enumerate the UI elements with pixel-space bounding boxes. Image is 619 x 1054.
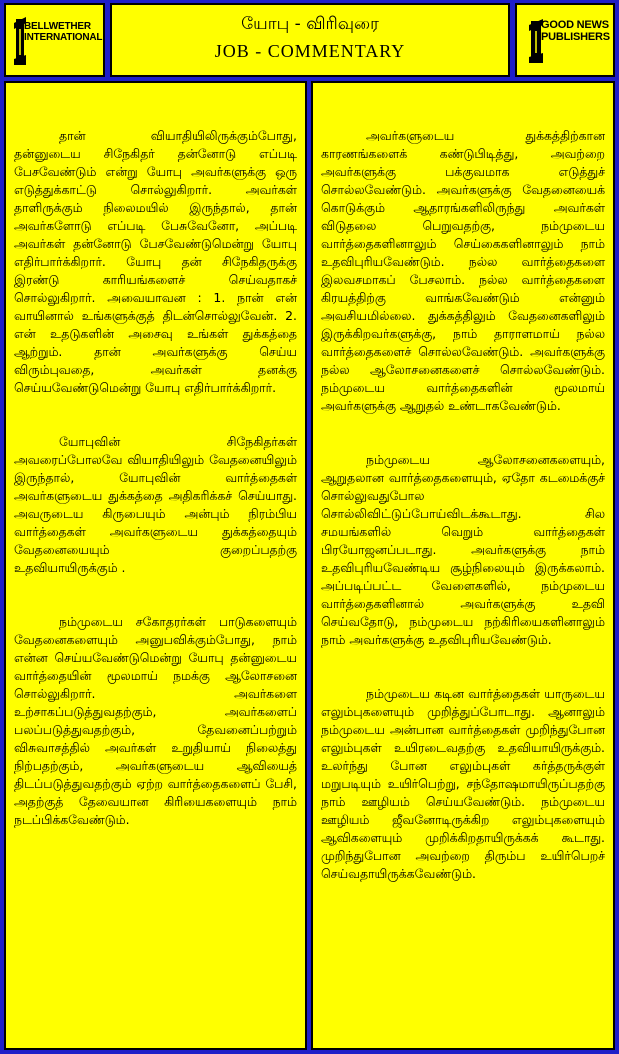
- left-column-text: [14, 127, 297, 865]
- right-paragraph-1: அவர்களுடைய துக்கத்திற்கான காரணங்களைக் கண்டுபிடித்து, அவற்றை அவர்களுக்கு பக்குவமாக எடுத்துச் சொல்லவேண்டும். அவர்களுக்கு வேதனையைக் கொடுக்கும் ஆதாரங்களிலிருந்து அவர்கள் விடுதலை பெறுவதற்கு, நம்முடைய வார்த்தைகளினாலும் செய்கைகளினாலும் நாம் உதவிபுரியவேண்டும். நல்ல வார்த்தைகளை இலவசமாகப் பேசலாம். நல்ல வார்த்தைகளை கிரயத்திற்கு வாங்கவேண்டும் என்னும் அவசியமில்லை. துக்கத்திலும் வேதனைகளிலும் இருக்கிறவர்களுக்கு, நாம் தாராளமாய் நல்ல வார்த்தைகளைச் சொல்லவேண்டும். அவர்களுக்கு நல்ல ஆலோசனைகளைச் சொல்லவேண்டும். நம்முடைய வார்த்தைகளின் மூலமாய் அவர்களுக்கு ஆறுதல் உண்டாகவேண்டும்.: [321, 128, 605, 413]
- bellwether-logo-text: [24, 21, 102, 43]
- right-paragraph-3: நம்முடைய கடின வார்த்தைகள் யாருடைய எலும்புகளையும் முறித்துப்போடாது. ஆனாலும் நம்முடைய அன்பான வார்த்தைகள் முறிந்துபோன எலும்புகள் உயிரடைவதற்கு உதவியாயிருக்கும். உலர்ந்து போன எலும்புகள் கர்த்தருக்குள் மறுபடியும் உயிர்பெற்று, சந்தோஷமாயிருப்பதற்கு நாம் ஊழியம் செய்யவேண்டும். நம்முடைய ஊழியம் ஜீவனோடிருக்கிற எலும்புகளையும் ஆவிகளையும் முறிக்கிறதாயிருக்கக் கூடாது. முறிந்துபோன அவற்றை திரும்ப உயிர்பெறச் செய்வதாயிருக்கவேண்டும்.: [321, 686, 605, 881]
- logo-text-line1: BELLWETHER: [24, 21, 91, 32]
- right-paragraph-2: நம்முடைய ஆலோசனைகளையும், ஆறுதலான வார்த்தைகளையும், ஏதோ கடமைக்குச் சொல்லுவதுபோல சொல்லிவிட்டுப்போய்விடக்கூடாது. சில சமயங்களில் வெறும் வார்த்தைகள் பிரயோஜனப்படாது. அவர்களுக்கு நாம் உதவிபுரியவேண்டிய சூழ்நிலையும் இருக்கலாம். அப்படிப்பட்ட வேளைகளில், நம்முடைய வார்த்தைகளினால் அவர்களுக்கு உதவி செய்வதோடு, நம்முடைய நற்கிரியைகளினாலும் நாம் அவர்களுக்கு உதவிபுரியவேண்டும்.: [321, 452, 605, 647]
- page-title-tamil: யோபு - விரிவுரை: [241, 14, 379, 34]
- page-title-box: [110, 3, 510, 77]
- left-paragraph-3: நம்முடைய சகோதரர்கள் பாடுகளையும் வேதனைகளையும் அனுபவிக்கும்போது, நாம் என்ன செய்யவேண்டுமென்று யோபு தன்னுடைய வார்த்தையின் மூலமாய் நமக்கு ஆலோசனை சொல்லுகிறார். அவர்களை உற்சாகப்படுத்துவதற்கும், அவர்களைப் பலப்படுத்துவதற்கும், தேவனைப்பற்றும் விசுவாசத்தில் அவர்கள் உறுதியாய் நிலைத்து நிற்பதற்கும், அவர்களுடைய ஆவியைத் திடப்படுத்துவதற்கும் ஏற்ற வார்த்தைகளைப் பேசி, அதற்குத் தேவையான கிரியைகளையும் நாம் நடப்பிக்கவேண்டும்.: [14, 614, 297, 827]
- good-news-logo: [515, 3, 615, 77]
- left-column: [4, 81, 307, 1050]
- right-column: [311, 81, 615, 1050]
- logo-text-line2: INTERNATIONAL: [24, 32, 103, 43]
- logo-text-line2: PUBLISHERS: [541, 31, 610, 43]
- left-paragraph-1: தான் வியாதியிலிருக்கும்போது, தன்னுடைய சிநேகிதர் தன்னோடு எப்படி பேசவேண்டும் என்று யோபு அவர்களுக்கு ஒரு எடுத்துக்காட்டு சொல்லுகிறார். அவர்கள் தாளிருக்கும் நிலைமயில் இருந்தால், தான் அவர்களோடு எப்படி பேசுவேனோ, அப்படி அவர்கள் தன்னோடு பேசவேண்டுமென்று யோபு எதிர்பார்க்கிறார். யோபு தன் சிநேகிதருக்கு இரண்டு காரியங்களைச் செய்வதாகச் சொல்லுகிறார். அவையாவன : 1. நான் என் வாயினால் உங்களுக்குத் திடன்சொல்லுவேன். 2. என் உதடுகளின் அசைவு உங்கள் துக்கத்தை ஆற்றும். தான் அவர்களுக்கு செய்ய விரும்புவதை, அவர்கள் தனக்கு செய்யவேண்டுமென்று யோபு எதிர்பார்க்கிறார்.: [14, 128, 297, 395]
- logo-text-line1: GOOD NEWS: [541, 19, 609, 31]
- right-column-text: [321, 127, 605, 919]
- left-paragraph-2: யோபுவின் சிநேகிதர்கள் அவரைப்போலவே வியாதியிலும் வேதனையிலும் இருந்தால், யோபுவின் வார்த்தைகள் அவர்களுடைய துக்கத்தை அதிகரிக்கச் செய்யாது. அவருடைய கிருபையும் அன்பும் நிரம்பிய வார்த்தைகள் அவர்களுடைய துக்கத்தையும் வேதனையையும் குறைப்பதற்கு உதவியாயிருக்கும் .: [14, 434, 297, 575]
- bellwether-logo: [4, 3, 105, 77]
- good-news-logo-text: [541, 19, 610, 43]
- page-title-english: JOB - COMMENTARY: [214, 41, 406, 61]
